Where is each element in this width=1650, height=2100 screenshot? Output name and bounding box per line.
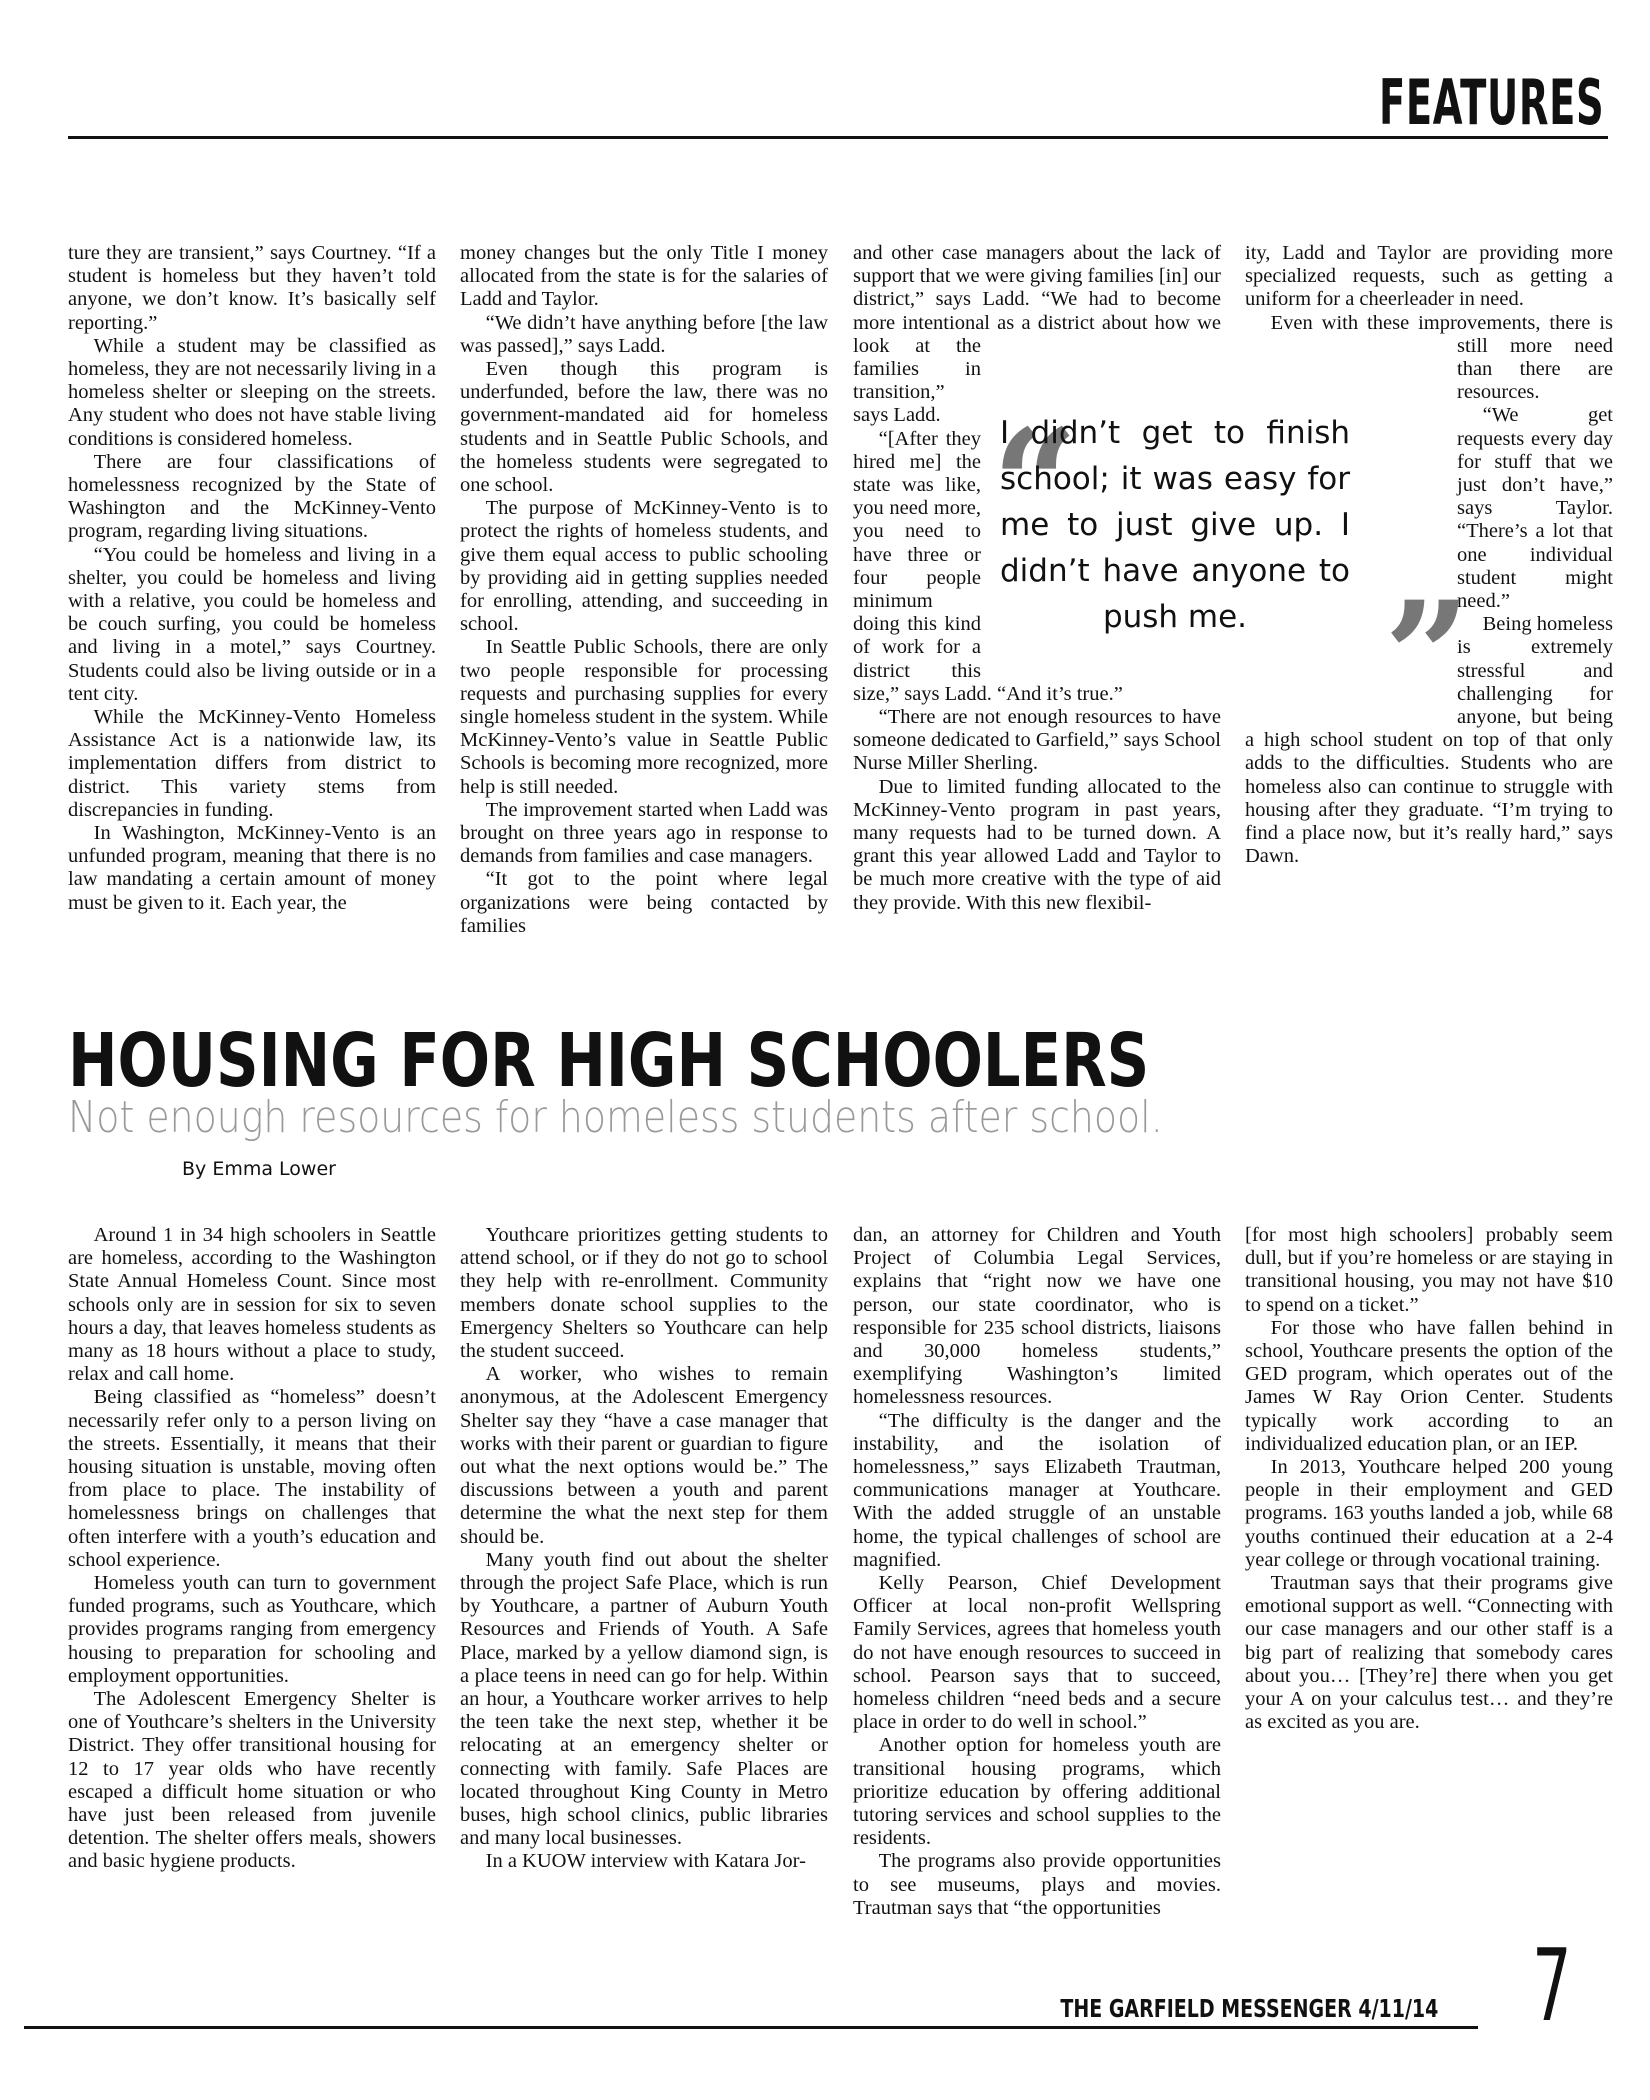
footer-rule xyxy=(24,2026,1478,2029)
paragraph: Even with these improvements, there is still more need than there are resources. xyxy=(1270,311,1613,404)
paragraph: In Seattle Public Schools, there are only two people responsible for processing requests and purchasing supplies for every single homeless student in the system. While McKinney-Vento’s value in Seattle Public Schools is becoming more recognized, more help is still needed. xyxy=(460,636,829,798)
bottom-article-column-3 xyxy=(853,1224,1221,1920)
paragraph: ity, Ladd and Taylor are providing more specialized requests, such as getting a uniform for a cheerleader in need. xyxy=(1245,242,1613,311)
paragraph: In 2013, Youthcare helped 200 young people in their employment and GED programs. 163 youths landed a job, while 68 youths continued their education at a 2-4 year college or through vocational training. xyxy=(1245,1456,1613,1571)
paragraph: [for most high schoolers] probably seem dull, but if you’re homeless or are staying in transitional housing, you may not have $10 to spend on a ticket.” xyxy=(1245,1224,1613,1316)
paragraph: In Washington, McKinney-Vento is an unfunded program, meaning that there is no law mandating a certain amount of money must be given to it. Each year, the xyxy=(68,822,436,914)
page-number: 7 xyxy=(1532,1927,1572,2044)
byline: By Emma Lower xyxy=(182,1158,336,1180)
paragraph: The purpose of McKinney-Vento is to protect the rights of homeless students, and give them equal access to public schooling by providing aid in getting supplies needed for enrolling, attending, and succeeding in school. xyxy=(460,497,828,636)
publication-info: THE GARFIELD MESSENGER 4/11/14 xyxy=(1060,1994,1438,2023)
paragraph: dan, an attorney for Children and Youth Project of Columbia Legal Services, explains that “right now we have one person, our state coordinator, who is responsible for 235 school districts, liaisons and 30,000 homeless students,” exemplifying Washington’s limited homelessness resources. xyxy=(853,1224,1221,1409)
pull-quote: I didn’t get to finish school; it was easy for me to just give up. I didn’t have anyone to push me. xyxy=(1000,415,1350,635)
top-article-column-1 xyxy=(68,242,436,915)
paragraph: While a student may be classified as homeless, they are not necessarily living in a homeless shelter or sleeping on the streets. Any student who does not have stable living conditions is considered homeless. xyxy=(68,334,436,450)
paragraph: While the McKinney-Vento Homeless Assistance Act is a nationwide law, its implementation differs from district to district. This variety stems from discrepancies in funding. xyxy=(68,706,436,821)
paragraph: Due to limited funding allocated to the McKinney-Vento program in past years, many requests had to be turned down. A grant this year allowed Ladd and Taylor to be much more creative with the type of aid they provide. With this new flexibil- xyxy=(853,775,1221,914)
article-subhead: Not enough resources for homeless students after school. xyxy=(68,1092,1163,1143)
paragraph: Homeless youth can turn to government funded programs, such as Youthcare, which provides programs ranging from emergency housing to preparation for schooling and employment opportunities. xyxy=(68,1572,436,1687)
paragraph: Being classified as “homeless” doesn’t necessarily refer only to a person living on the streets. Essentially, it means that their housing situation is unstable, moving often from place to place. The instability of homelessness brings on challenges that often interfere with a youth’s education and school experience. xyxy=(68,1386,436,1571)
close-quote-icon: ” xyxy=(1384,569,1471,745)
paragraph: The programs also provide opportunities to see museums, plays and movies. Trautman says that “the opportunities xyxy=(853,1850,1221,1919)
bottom-article-column-4 xyxy=(1245,1224,1613,1734)
open-quote-icon: “ xyxy=(992,397,1079,573)
paragraph: “[After they hired me] the state was like, you need more, you need to have three or four people minimum doing this kind of work for a district this size,” says Ladd. “And it’s true.” xyxy=(853,427,1123,705)
paragraph: The Adolescent Emergency Shelter is one of Youthcare’s shelters in the University District. They offer transitional housing for 12 to 17 year olds who have recently escaped a difficult home situation or who have just been released from juvenile detention. The shelter offers meals, showers and basic hygiene products. xyxy=(68,1688,436,1873)
paragraph: ture they are transient,” says Courtney. “If a student is homeless but they haven’t told anyone, we don’t know. It’s basically self reporting.” xyxy=(68,242,436,334)
paragraph: Trautman says that their programs give emotional support as well. “Connecting with our case managers and our other staff is a big part of realizing that somebody cares about you… [They’re] there when you get your A on your calculus test… and they’re as excited as you are. xyxy=(1245,1572,1613,1734)
paragraph: Another option for homeless youth are transitional housing programs, which prioritize education by offering additional tutoring services and school supplies to the residents. xyxy=(853,1734,1221,1850)
paragraph: “You could be homeless and living in a shelter, you could be homeless and living with a relative, you could be homeless and be couch surfing, you could be homeless and living in a motel,” says Courtney. Students could also be living outside or in a tent city. xyxy=(68,543,436,705)
paragraph: For those who have fallen behind in school, Youthcare presents the option of the GED program, which operates out of the James W Ray Orion Center. Students typically work according to an individualized education plan, or an IEP. xyxy=(1245,1316,1613,1455)
paragraph: Being homeless is extremely stressful and challenging for anyone, but being a high school student on top of that only adds to the difficulties. Students who are homeless also can continue to struggle with housing after they graduate. “I’m trying to find a place now, but it’s really hard,” says Dawn. xyxy=(1245,613,1614,868)
paragraph: Youthcare prioritizes getting students to attend school, or if they do not go to school they help with re-enrollment. Community members donate school supplies to the Emergency Shelters so Youthcare can help the student succeed. xyxy=(460,1224,828,1363)
paragraph: Many youth find out about the shelter through the project Safe Place, which is run by Youthcare, a partner of Auburn Youth Resources and Friends of Youth. A Safe Place, marked by a yellow diamond sign, is a place teens in need can go for help. Within an hour, a Youthcare worker arrives to help the teen take the next step, whether it be relocating at an emergency shelter or connecting with family. Safe Places are located throughout King County in Metro buses, high school clinics, public libraries and many local businesses. xyxy=(460,1548,828,1850)
bottom-article-column-1 xyxy=(68,1224,436,1874)
paragraph: There are four classifications of homelessness recognized by the State of Washington and the McKinney-Vento program, regarding living situations. xyxy=(68,450,436,543)
paragraph: Around 1 in 34 high schoolers in Seattle are homeless, according to the Washington State Annual Homeless Count. Since most schools only are in session for six to seven hours a day, that leaves homeless students as many as 18 hours without a place to study, relax and call home. xyxy=(68,1224,436,1386)
paragraph: money changes but the only Title I money allocated from the state is for the salaries of Ladd and Taylor. xyxy=(460,242,828,311)
paragraph: Even though this program is underfunded, before the law, there was no government-mandated aid for homeless students and in Seattle Public Schools, and the homeless students were segregated to one school. xyxy=(460,358,828,497)
paragraph: A worker, who wishes to remain anonymous, at the Adolescent Emergency Shelter say they “have a case manager that works with their parent or guardian to figure out what the next options would be.” The discussions between a youth and parent determine the what the next step for them should be. xyxy=(460,1363,828,1548)
section-label: FEATURES xyxy=(1378,66,1604,139)
paragraph: and other case managers about the lack of support that we were giving families [in] our district,” says Ladd. “We had to become more intentional as a district about how we look at the families in transition,” says Ladd. xyxy=(853,242,1221,427)
paragraph: The improvement started when Ladd was brought on three years ago in response to demands from families and case managers. xyxy=(460,798,828,868)
top-article-column-2 xyxy=(460,242,828,938)
article-headline: HOUSING FOR HIGH SCHOOLERS xyxy=(68,1018,1150,1104)
paragraph: “We didn’t have anything before [the law was passed],” says Ladd. xyxy=(460,311,828,357)
paragraph: “We get requests every day for stuff that we just don’t have,” says Taylor. “There’s a lot that one individual student might need.” xyxy=(1457,404,1613,613)
paragraph: “There are not enough resources to have someone dedicated to Garfield,” says School Nurse Miller Sherling. xyxy=(853,706,1221,775)
paragraph: Kelly Pearson, Chief Development Officer at local non-profit Wellspring Family Services, agrees that homeless youth do not have enough resources to succeed in school. Pearson says that to succeed, homeless children “need beds and a secure place in order to do well in school.” xyxy=(853,1572,1221,1734)
paragraph: In a KUOW interview with Katara Jor- xyxy=(485,1850,806,1873)
paragraph: “It got to the point where legal organizations were being contacted by families xyxy=(460,868,828,937)
bottom-article-column-2 xyxy=(460,1224,828,1874)
paragraph: “The difficulty is the danger and the instability, and the isolation of homelessness,” says Elizabeth Trautman, communications manager at Youthcare. With the added struggle of an unstable home, the typical challenges of school are magnified. xyxy=(853,1409,1221,1571)
header-rule xyxy=(68,136,1608,139)
